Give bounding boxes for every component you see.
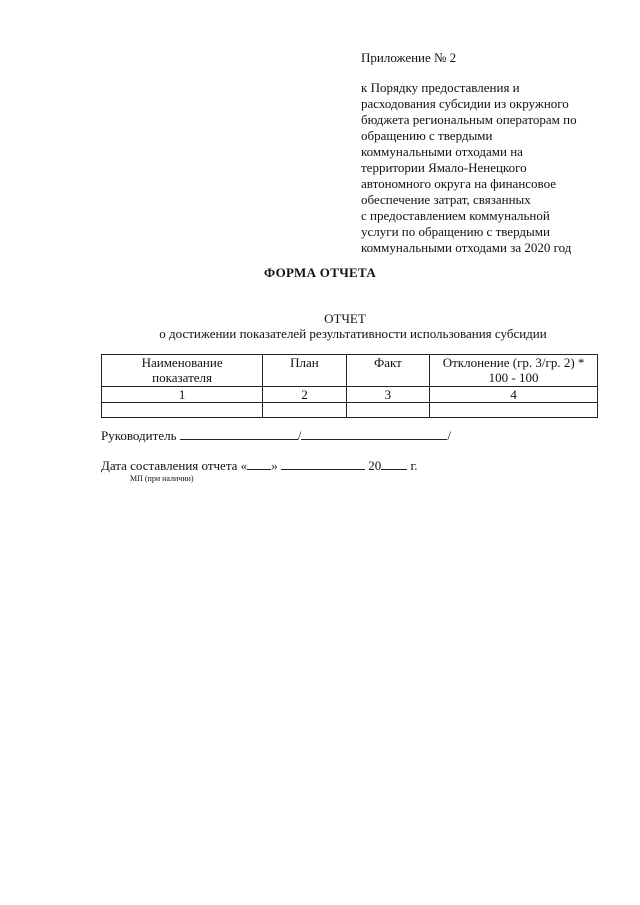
signature-line — [101, 428, 451, 444]
header-deviation — [430, 355, 598, 387]
table-row — [102, 387, 598, 403]
year-blank[interactable] — [381, 458, 407, 470]
column-number: 2 — [263, 387, 346, 403]
column-number: 3 — [346, 387, 429, 403]
header-plan: План — [263, 355, 346, 387]
appendix-line: коммунальными отходами на — [361, 144, 523, 159]
appendix-line: обращению с твердыми — [361, 128, 493, 143]
appendix-line: территории Ямало-Ненецкого — [361, 160, 527, 175]
appendix-line: коммунальными отходами за 2020 год — [361, 240, 572, 255]
appendix-line: бюджета региональным операторам по — [361, 112, 577, 127]
appendix-line: с предоставлением коммунальной — [361, 208, 550, 223]
column-number: 4 — [430, 387, 598, 403]
date-line — [101, 458, 418, 474]
table-cell[interactable] — [263, 403, 346, 418]
appendix-line: услуги по обращению с твердыми — [361, 224, 550, 239]
report-subtitle: о достижении показателей результативности использования субсидии — [159, 326, 547, 341]
signature-end: / — [447, 428, 451, 443]
column-number: 1 — [102, 387, 263, 403]
table-cell[interactable] — [102, 403, 263, 418]
date-quote-close: » — [271, 458, 278, 473]
table-header-row — [102, 355, 598, 387]
name-blank[interactable] — [301, 428, 447, 440]
signature-label: Руководитель — [101, 428, 177, 443]
table-cell[interactable] — [430, 403, 598, 418]
appendix-title: Приложение № 2 — [361, 50, 457, 65]
appendix-line: к Порядку предоставления и — [361, 80, 520, 95]
signature-separator: / — [297, 428, 302, 443]
year-prefix: 20 — [368, 458, 382, 473]
appendix-line: обеспечение затрат, связанных — [361, 192, 531, 207]
signature-blank[interactable] — [180, 428, 298, 440]
report-title: ОТЧЕТ — [324, 311, 366, 326]
header-deviation-text: Отклонение (гр. 3/гр. 2) * 100 - 100 — [442, 355, 585, 385]
day-blank[interactable] — [247, 458, 271, 470]
date-label: Дата составления отчета « — [101, 458, 248, 473]
appendix-block — [361, 50, 611, 256]
appendix-line: автономного округа на финансовое — [361, 176, 557, 191]
form-title: ФОРМА ОТЧЕТА — [263, 265, 377, 280]
report-table — [101, 354, 598, 418]
year-suffix: г. — [410, 458, 418, 473]
table-row — [102, 403, 598, 418]
header-fact: Факт — [346, 355, 429, 387]
header-indicator-name-text: Наименование показателя — [141, 355, 223, 385]
appendix-line: расходования субсидии из окружного — [361, 96, 569, 111]
appendix-body — [361, 80, 611, 256]
table-cell[interactable] — [346, 403, 429, 418]
month-blank[interactable] — [281, 458, 365, 470]
stamp-note: МП (при наличии) — [130, 474, 194, 483]
header-indicator-name — [102, 355, 263, 387]
